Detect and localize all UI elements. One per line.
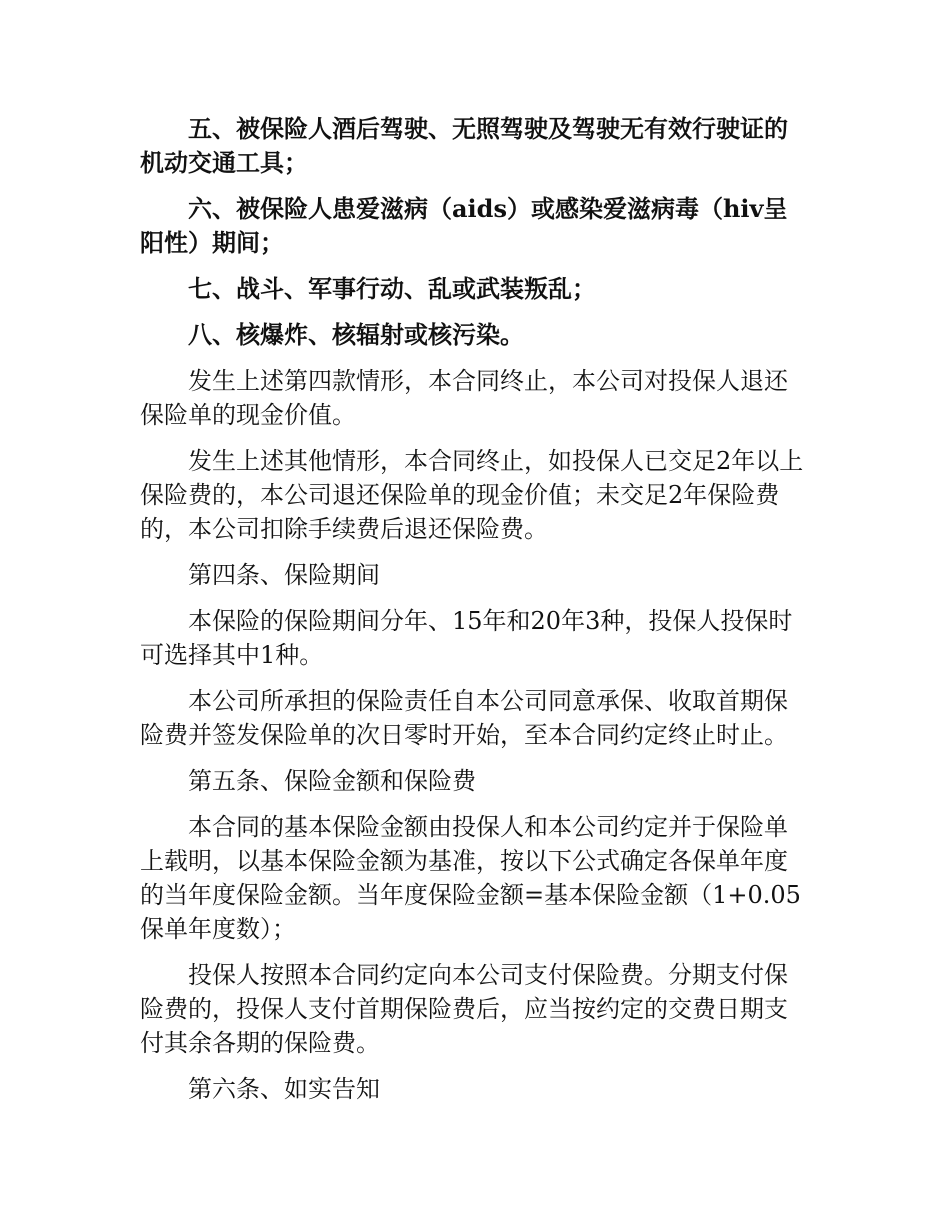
section-heading-article-4: 第四条、保险期间 (188, 561, 380, 589)
paragraph-insurance-period: 本保险的保险期间分年、15年和20年3种，投保人投保时可选择其中1种。 (140, 607, 793, 669)
paragraph-liability-start: 本公司所承担的保险责任自本公司同意承保、收取首期保险费并签发保险单的次日零时开始，至本合同约定终止时止。 (140, 687, 788, 749)
clause-7-war: 七、战斗、军事行动、乱或武装叛乱； (188, 274, 596, 303)
clause-5-drunk-driving: 五、被保险人酒后驾驶、无照驾驶及驾驶无有效行驶证的机动交通工具； (140, 114, 788, 177)
section-heading-article-5: 第五条、保险金额和保险费 (188, 767, 476, 795)
section-heading-article-6: 第六条、如实告知 (188, 1075, 380, 1103)
paragraph-case-four-termination: 发生上述第四款情形，本合同终止，本公司对投保人退还保险单的现金价值。 (140, 367, 788, 429)
clause-8-nuclear: 八、核爆炸、核辐射或核污染。 (188, 320, 524, 349)
paragraph-other-cases-termination: 发生上述其他情形，本合同终止，如投保人已交足2年以上保险费的，本公司退还保险单的现金价值；未交足2年保险费的，本公司扣除手续费后退还保险费。 (140, 447, 804, 543)
paragraph-premium-payment: 投保人按照本合同约定向本公司支付保险费。分期支付保险费的，投保人支付首期保险费后，应当按约定的交费日期支付其余各期的保险费。 (140, 961, 788, 1057)
paragraph-sum-insured: 本合同的基本保险金额由投保人和本公司约定并于保险单上载明，以基本保险金额为基准，按以下公式确定各保单年度的当年度保险金额。当年度保险金额=基本保险金额（1+0.05保单年度数）； (140, 813, 801, 943)
clause-6-aids: 六、被保险人患爱滋病（aids）或感染爱滋病毒（hiv呈阳性）期间； (140, 194, 788, 257)
